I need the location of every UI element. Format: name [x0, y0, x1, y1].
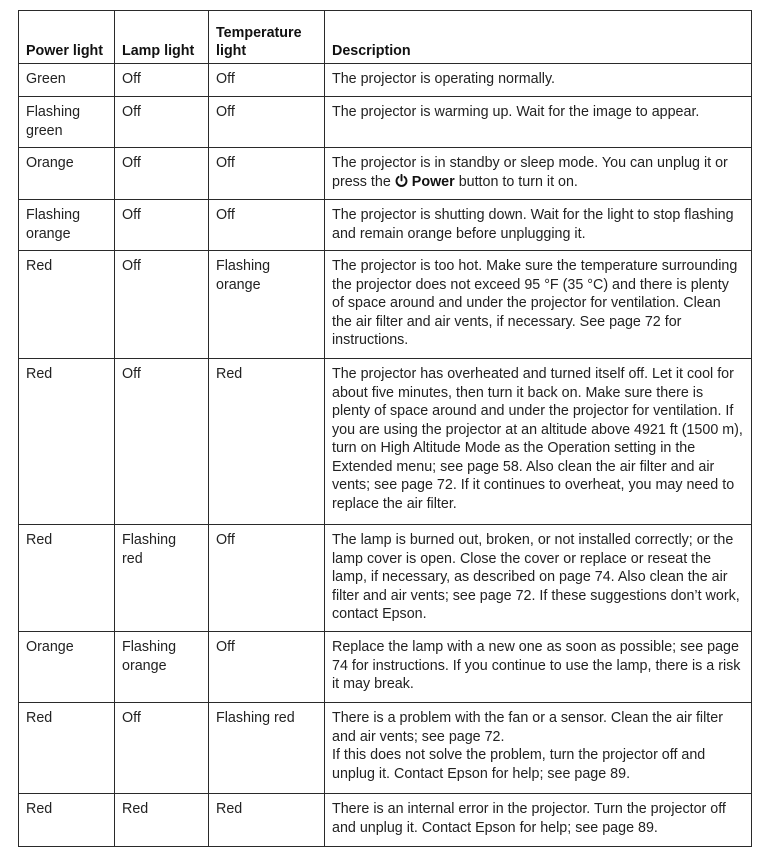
cell-description: [325, 703, 752, 794]
cell-description: Replace the lamp with a new one as soon as possible; see page 74 for instructions. If you continue to use the lamp, there is a risk it may break.: [325, 632, 752, 703]
cell-temperature-light: Off: [209, 200, 325, 251]
header-lamp-light: Lamp light: [115, 11, 209, 64]
header-description: Description: [325, 11, 752, 64]
cell-lamp-light: Off: [115, 148, 209, 200]
cell-lamp-light: Off: [115, 251, 209, 359]
cell-lamp-light: Off: [115, 64, 209, 97]
cell-temperature-light: Flashing orange: [209, 251, 325, 359]
cell-temperature-light: Off: [209, 632, 325, 703]
cell-lamp-light: Off: [115, 703, 209, 794]
description-text: The projector is in standby or sleep mode. You can unplug it or press the: [332, 155, 728, 190]
cell-description: The projector is operating normally.: [325, 64, 752, 97]
cell-temperature-light: Red: [209, 794, 325, 847]
header-temperature-light: Temperature light: [209, 11, 325, 64]
cell-description: The projector is warming up. Wait for the image to appear.: [325, 97, 752, 148]
cell-temperature-light: Off: [209, 97, 325, 148]
power-icon: [395, 174, 408, 187]
cell-power-light: Red: [19, 525, 115, 632]
cell-temperature-light: Flashing red: [209, 703, 325, 794]
cell-power-light: Flashing orange: [19, 200, 115, 251]
cell-temperature-light: Off: [209, 525, 325, 632]
table-header-row: [19, 11, 752, 64]
table-row: [19, 97, 752, 148]
cell-power-light: Red: [19, 359, 115, 525]
cell-description: The projector is too hot. Make sure the temperature surrounding the projector does not exceed 95 °F (35 °C) and there is plenty of space around and under the projector for ventilation. Clean the air filter and air vents, if necessary. See page 72 for instructions.: [325, 251, 752, 359]
cell-description: [325, 148, 752, 200]
cell-temperature-light: Off: [209, 148, 325, 200]
power-button-label: Power: [411, 173, 455, 190]
cell-description: The projector is shutting down. Wait for the light to stop flashing and remain orange before unplugging it.: [325, 200, 752, 251]
table-row: [19, 525, 752, 632]
power-button-reference: [395, 174, 455, 190]
description-text: There is a problem with the fan or a sensor. Clean the air filter and air vents; see page 72.: [332, 710, 723, 745]
cell-temperature-light: Red: [209, 359, 325, 525]
cell-lamp-light: Flashing orange: [115, 632, 209, 703]
header-power-light: Power light: [19, 11, 115, 64]
cell-description: The lamp is burned out, broken, or not installed correctly; or the lamp cover is open. Close the cover or replace or reseat the lamp, if necessary, as described on page 74. Also clean the air filter and air vents; see page 72. If these suggestions don’t work, contact Epson.: [325, 525, 752, 632]
cell-power-light: Green: [19, 64, 115, 97]
cell-power-light: Red: [19, 703, 115, 794]
cell-power-light: Orange: [19, 632, 115, 703]
cell-lamp-light: Off: [115, 200, 209, 251]
table-row: [19, 632, 752, 703]
table-row: [19, 200, 752, 251]
cell-power-light: Red: [19, 251, 115, 359]
table-row: [19, 64, 752, 97]
cell-description: There is an internal error in the projector. Turn the projector off and unplug it. Contact Epson for help; see page 89.: [325, 794, 752, 847]
cell-lamp-light: Red: [115, 794, 209, 847]
table-row: [19, 148, 752, 200]
table-row: [19, 703, 752, 794]
table-row: [19, 251, 752, 359]
cell-power-light: Flashing green: [19, 97, 115, 148]
cell-power-light: Orange: [19, 148, 115, 200]
cell-lamp-light: Flashing red: [115, 525, 209, 632]
cell-temperature-light: Off: [209, 64, 325, 97]
table-row: [19, 359, 752, 525]
description-text: button to turn it on.: [458, 173, 578, 190]
cell-power-light: Red: [19, 794, 115, 847]
description-text-continued: If this does not solve the problem, turn the projector off and unplug it. Contact Epson for help; see page 89.: [332, 747, 706, 782]
table-row: [19, 794, 752, 847]
cell-lamp-light: Off: [115, 359, 209, 525]
cell-lamp-light: Off: [115, 97, 209, 148]
status-lights-table: [18, 10, 752, 847]
cell-description: The projector has overheated and turned itself off. Let it cool for about five minutes, then turn it back on. Make sure there is plenty of space around and under the projector for ventilation. If you are using the projector at an altitude above 4921 ft (1500 m), turn on High Altitude Mode as the Operation setting in the Extended menu; see page 58. Also clean the air filter and air vents; see page 72. If it continues to overheat, you may need to replace the air filter.: [325, 359, 752, 525]
